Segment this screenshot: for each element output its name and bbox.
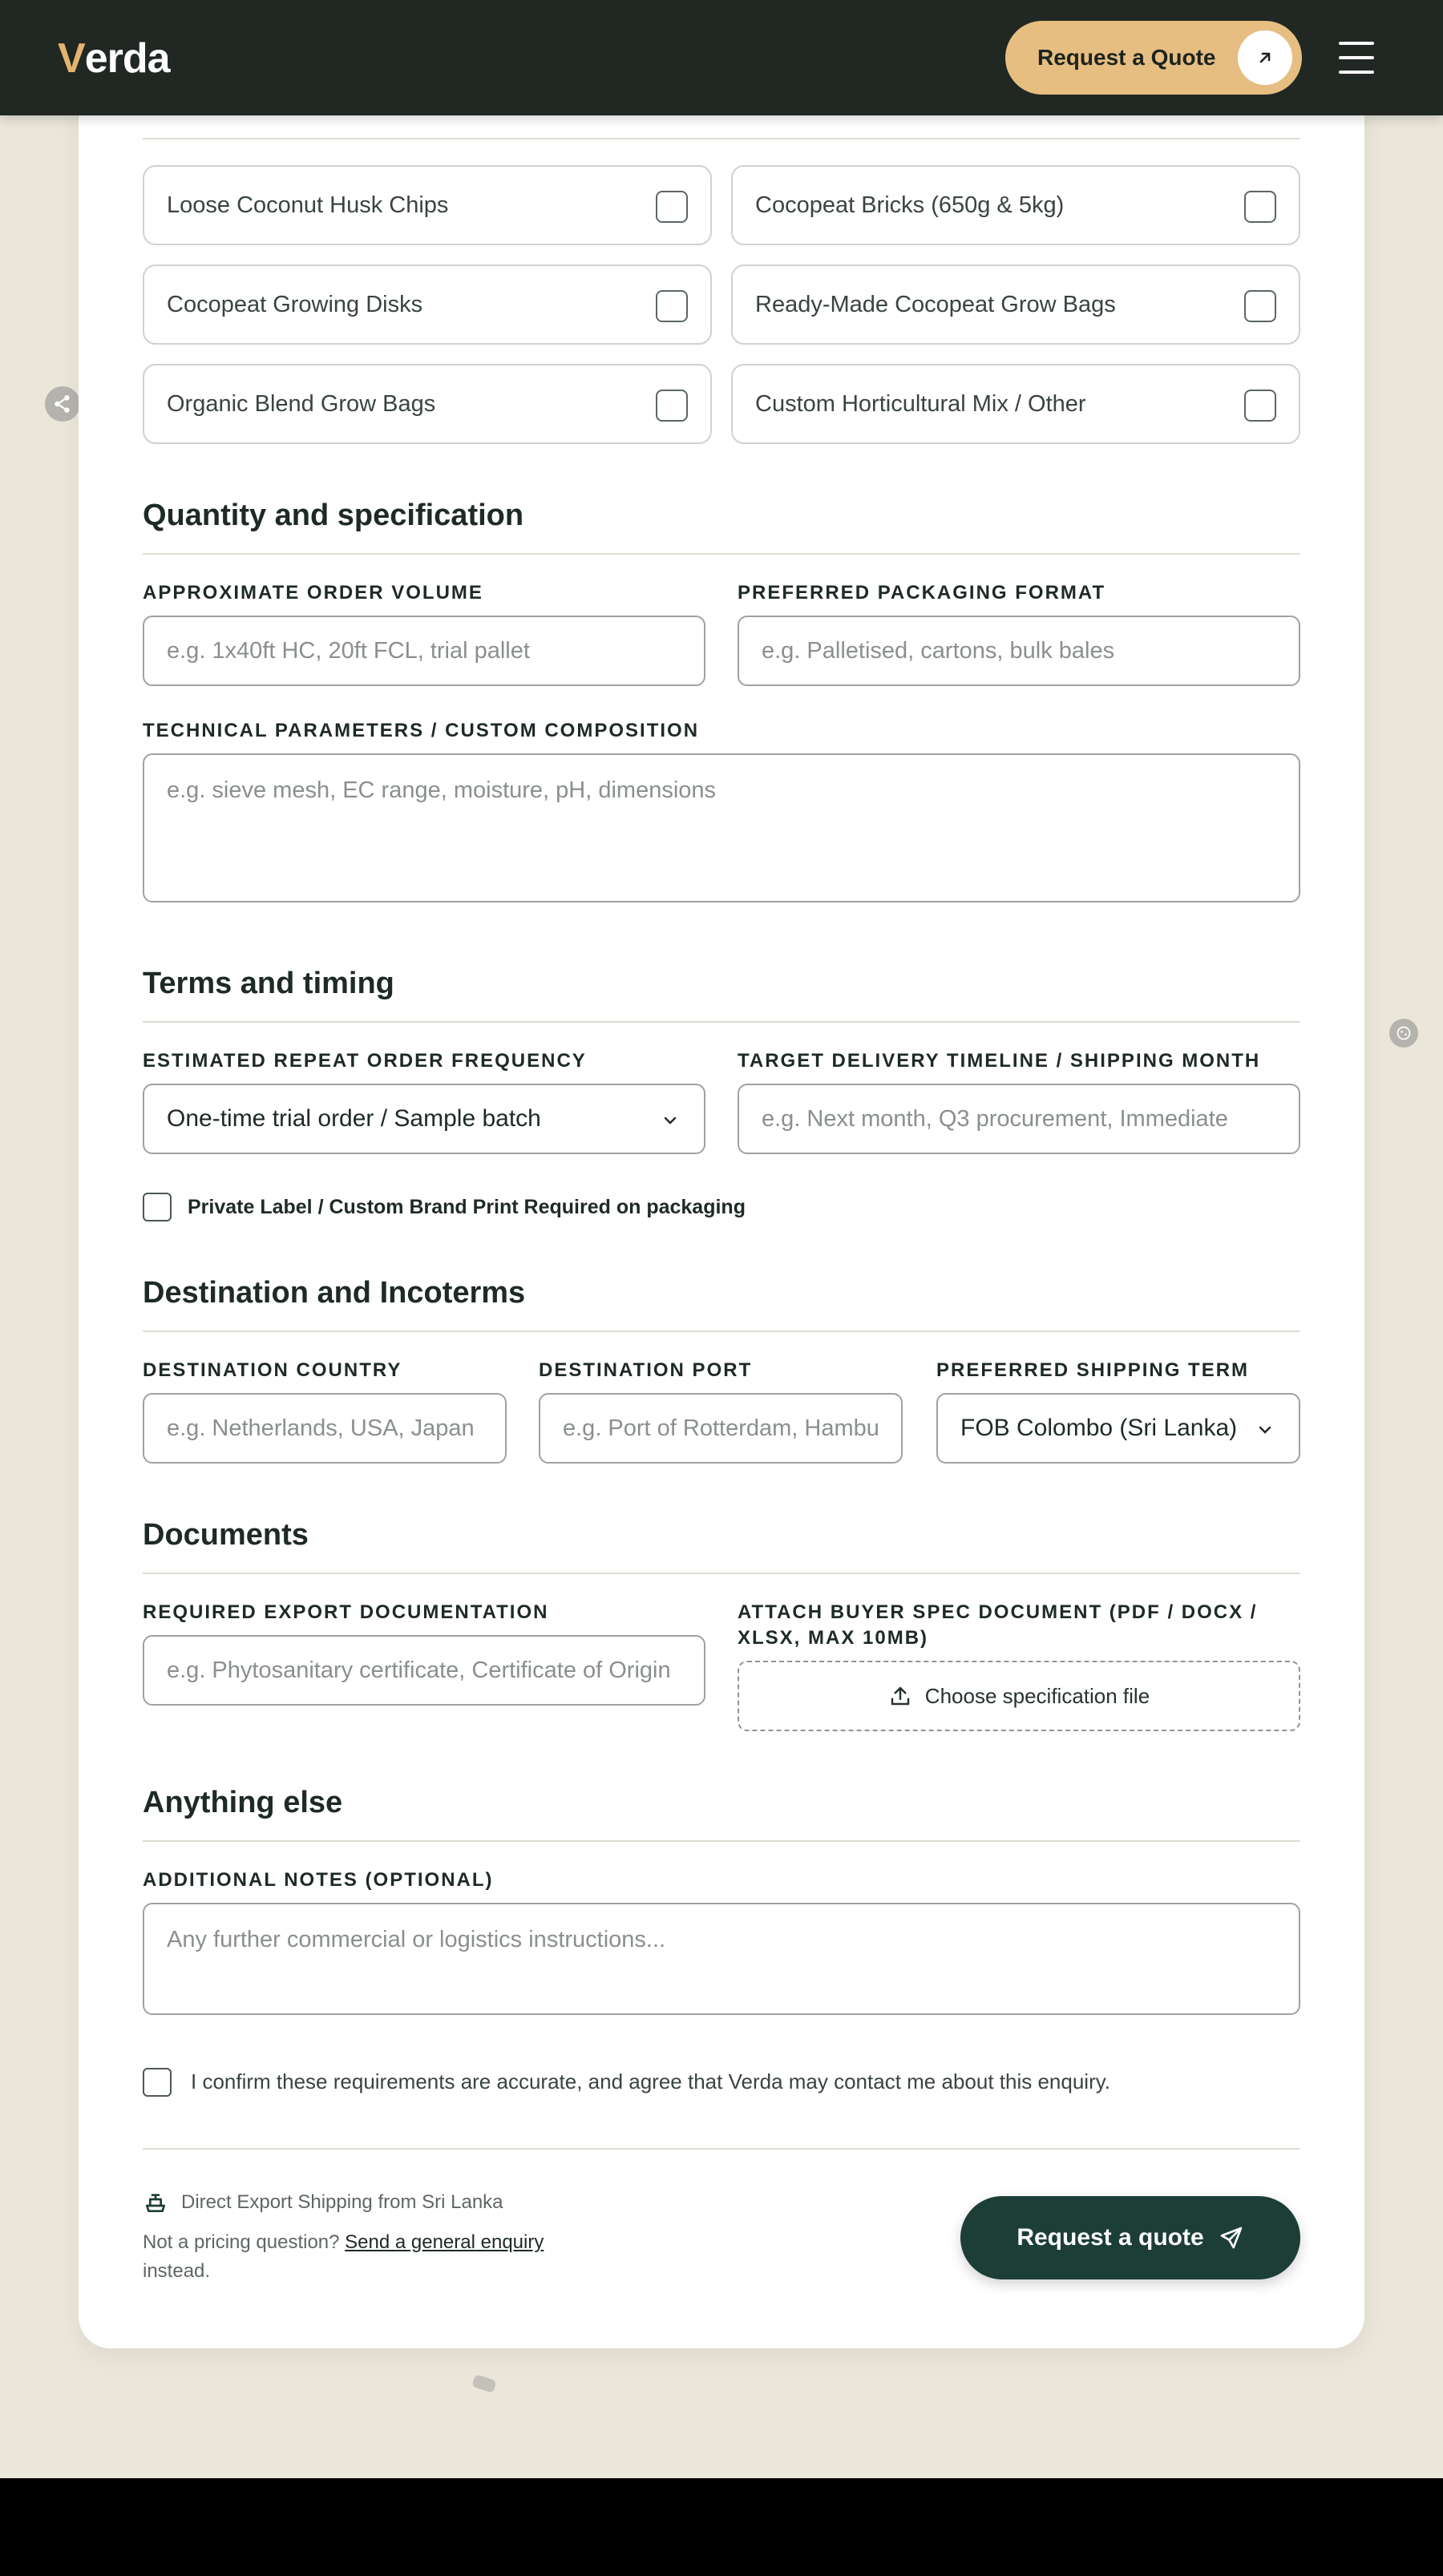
submit-label: Request a quote [1017,2224,1204,2251]
verda-logo[interactable] [58,30,170,87]
technical-parameters-textarea[interactable] [143,753,1300,902]
product-checkbox[interactable] [656,191,688,223]
shipping-term-value: FOB Colombo (Sri Lanka) [960,1415,1238,1441]
quote-form-card [79,96,1364,2348]
choose-file-label: Choose specification file [924,1683,1150,1708]
product-option-husk-chips[interactable] [143,165,712,245]
repeat-frequency-select[interactable] [143,1084,705,1154]
general-enquiry-link[interactable]: Send a general enquiry [345,2231,544,2253]
confirm-text: I confirm these requirements are accurate, and agree that Verda may contact me about this enquiry. [191,2069,1111,2094]
product-option-cocopeat-bricks[interactable] [731,165,1300,245]
order-volume-input[interactable] [143,616,705,686]
product-option-growing-disks[interactable] [143,264,712,345]
product-option-label: Cocopeat Growing Disks [167,291,423,317]
packaging-format-input[interactable] [738,616,1300,686]
divider [143,1573,1300,1574]
submit-request-quote-button[interactable] [960,2196,1300,2279]
logo-text: erda [84,35,170,82]
section-title-terms: Terms and timing [143,967,394,1000]
product-checkbox[interactable] [1244,390,1276,422]
additional-notes-textarea[interactable] [143,1903,1300,2015]
product-option-label: Cocopeat Bricks (650g & 5kg) [755,192,1065,218]
repeat-frequency-value: One-time trial order / Sample batch [167,1105,541,1132]
instead-text: instead. [143,2260,211,2282]
section-title-documents: Documents [143,1518,309,1552]
label-additional-notes: ADDITIONAL NOTES (OPTIONAL) [143,1869,494,1891]
label-packaging-format: PREFERRED PACKAGING FORMAT [738,582,1106,604]
header-request-quote-button[interactable] [1005,21,1302,95]
upload-icon [888,1684,912,1708]
private-label-checkbox[interactable] [143,1193,172,1221]
logo-v: V [58,35,85,82]
question-text: Not a pricing question? [143,2231,340,2253]
product-option-custom-mix[interactable] [731,364,1300,444]
choose-file-button[interactable] [738,1661,1300,1731]
section-title-quantity: Quantity and specification [143,499,524,532]
divider [143,138,1300,139]
label-order-volume: APPROXIMATE ORDER VOLUME [143,582,483,604]
label-delivery-timeline: TARGET DELIVERY TIMELINE / SHIPPING MONTH [738,1050,1261,1072]
label-destination-port: DESTINATION PORT [539,1359,753,1381]
product-checkbox[interactable] [656,290,688,322]
confirm-checkbox[interactable] [143,2068,172,2097]
destination-port-input[interactable] [539,1393,903,1464]
divider [143,1021,1300,1023]
shipping-text: Direct Export Shipping from Sri Lanka [181,2191,503,2213]
product-option-label: Custom Horticultural Mix / Other [755,390,1086,417]
chevron-down-icon [661,1111,680,1130]
product-checkbox[interactable] [656,390,688,422]
product-checkbox[interactable] [1244,290,1276,322]
general-enquiry-line [143,2231,544,2254]
arrow-up-right-icon [1238,30,1292,85]
product-option-label: Organic Blend Grow Bags [167,390,436,417]
private-label-text: Private Label / Custom Brand Print Required on packaging [188,1196,746,1218]
product-option-label: Loose Coconut Husk Chips [167,192,449,218]
section-title-destination: Destination and Incoterms [143,1276,526,1310]
product-option-label: Ready-Made Cocopeat Grow Bags [755,291,1116,317]
product-checkbox[interactable] [1244,191,1276,223]
header-request-quote-label: Request a Quote [1037,45,1216,70]
label-destination-country: DESTINATION COUNTRY [143,1359,402,1381]
label-repeat-frequency: ESTIMATED REPEAT ORDER FREQUENCY [143,1050,587,1072]
divider [143,1330,1300,1332]
chevron-down-icon [1255,1420,1275,1439]
menu-icon[interactable] [1339,40,1374,75]
cookie-icon[interactable] [1389,1019,1418,1048]
destination-country-input[interactable] [143,1393,507,1464]
divider [143,553,1300,555]
label-export-documentation: REQUIRED EXPORT DOCUMENTATION [143,1601,549,1623]
divider [143,2148,1300,2150]
share-icon[interactable] [45,386,80,422]
section-title-anything-else: Anything else [143,1786,343,1819]
site-header [0,0,1443,115]
delivery-timeline-input[interactable] [738,1084,1300,1154]
label-technical-parameters: TECHNICAL PARAMETERS / CUSTOM COMPOSITION [143,720,700,741]
ship-icon [143,2190,168,2215]
product-option-organic-blend[interactable] [143,364,712,444]
export-documentation-input[interactable] [143,1635,705,1706]
label-shipping-term: PREFERRED SHIPPING TERM [936,1359,1250,1381]
send-icon [1219,2225,1244,2251]
divider [143,1840,1300,1842]
product-option-grow-bags[interactable] [731,264,1300,345]
label-attach-spec: ATTACH BUYER SPEC DOCUMENT (PDF / DOCX / XLSX, MAX 10MB) [738,1601,1258,1649]
shipping-term-select[interactable] [936,1393,1300,1464]
